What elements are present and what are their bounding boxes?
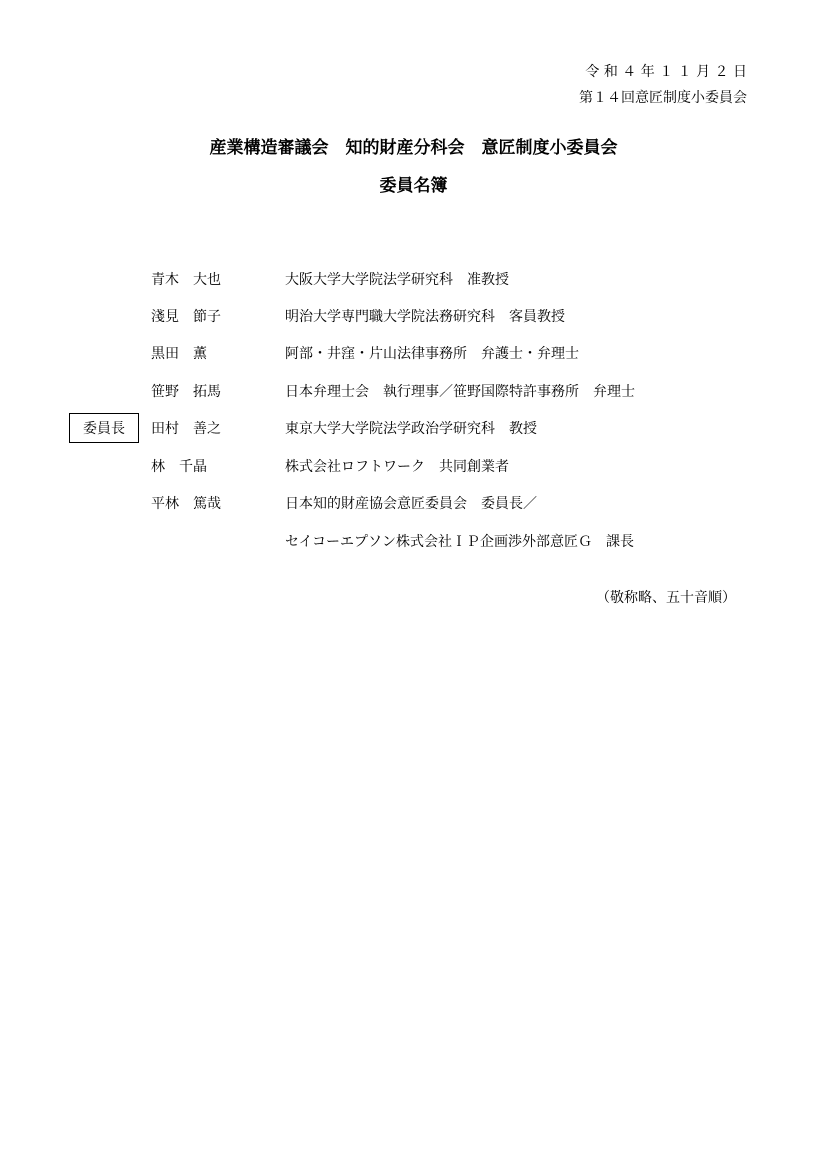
document-subtitle: 委員名簿 (379, 176, 448, 196)
member-row (0, 381, 827, 403)
member-name: 平林 篤哉 (151, 496, 221, 512)
member-row (0, 418, 827, 440)
member-affiliation: 明治大学専門職大学院法務研究科 客員教授 (285, 309, 565, 325)
chairperson-role-badge: 委員長 (69, 413, 139, 443)
member-affiliation: 阿部・井窪・片山法律事務所 弁護士・弁理士 (285, 346, 579, 362)
member-name: 青木 大也 (151, 272, 221, 288)
member-row (0, 343, 827, 365)
member-affiliation: セイコーエプソン株式会社ＩＰ企画渉外部意匠Ｇ 課長 (285, 534, 635, 550)
member-name: 淺見 節子 (151, 309, 221, 325)
member-affiliation: 東京大学大学院法学政治学研究科 教授 (285, 421, 537, 437)
member-row (0, 269, 827, 291)
member-affiliation: 大阪大学大学院法学研究科 准教授 (285, 272, 509, 288)
member-affiliation: 日本知的財産協会意匠委員会 委員長／ (285, 496, 537, 512)
member-name: 笹野 拓馬 (151, 384, 221, 400)
member-row (0, 493, 827, 515)
member-affiliation: 株式会社ロフトワーク 共同創業者 (285, 459, 509, 475)
member-row (0, 456, 827, 478)
document-date: 令 和 ４ 年 １ １ 月 ２ 日 (585, 64, 747, 80)
member-name: 黒田 薫 (151, 346, 207, 362)
member-name: 田村 善之 (151, 421, 221, 437)
member-row (0, 306, 827, 328)
footnote: （敬称略、五十音順） (596, 590, 736, 606)
member-row (0, 531, 827, 553)
member-name: 林 千晶 (151, 459, 207, 475)
member-affiliation: 日本弁理士会 執行理事／笹野国際特許事務所 弁理士 (285, 384, 635, 400)
document-title: 産業構造審議会 知的財産分科会 意匠制度小委員会 (209, 138, 618, 158)
meeting-name: 第１４回意匠制度小委員会 (579, 90, 747, 106)
